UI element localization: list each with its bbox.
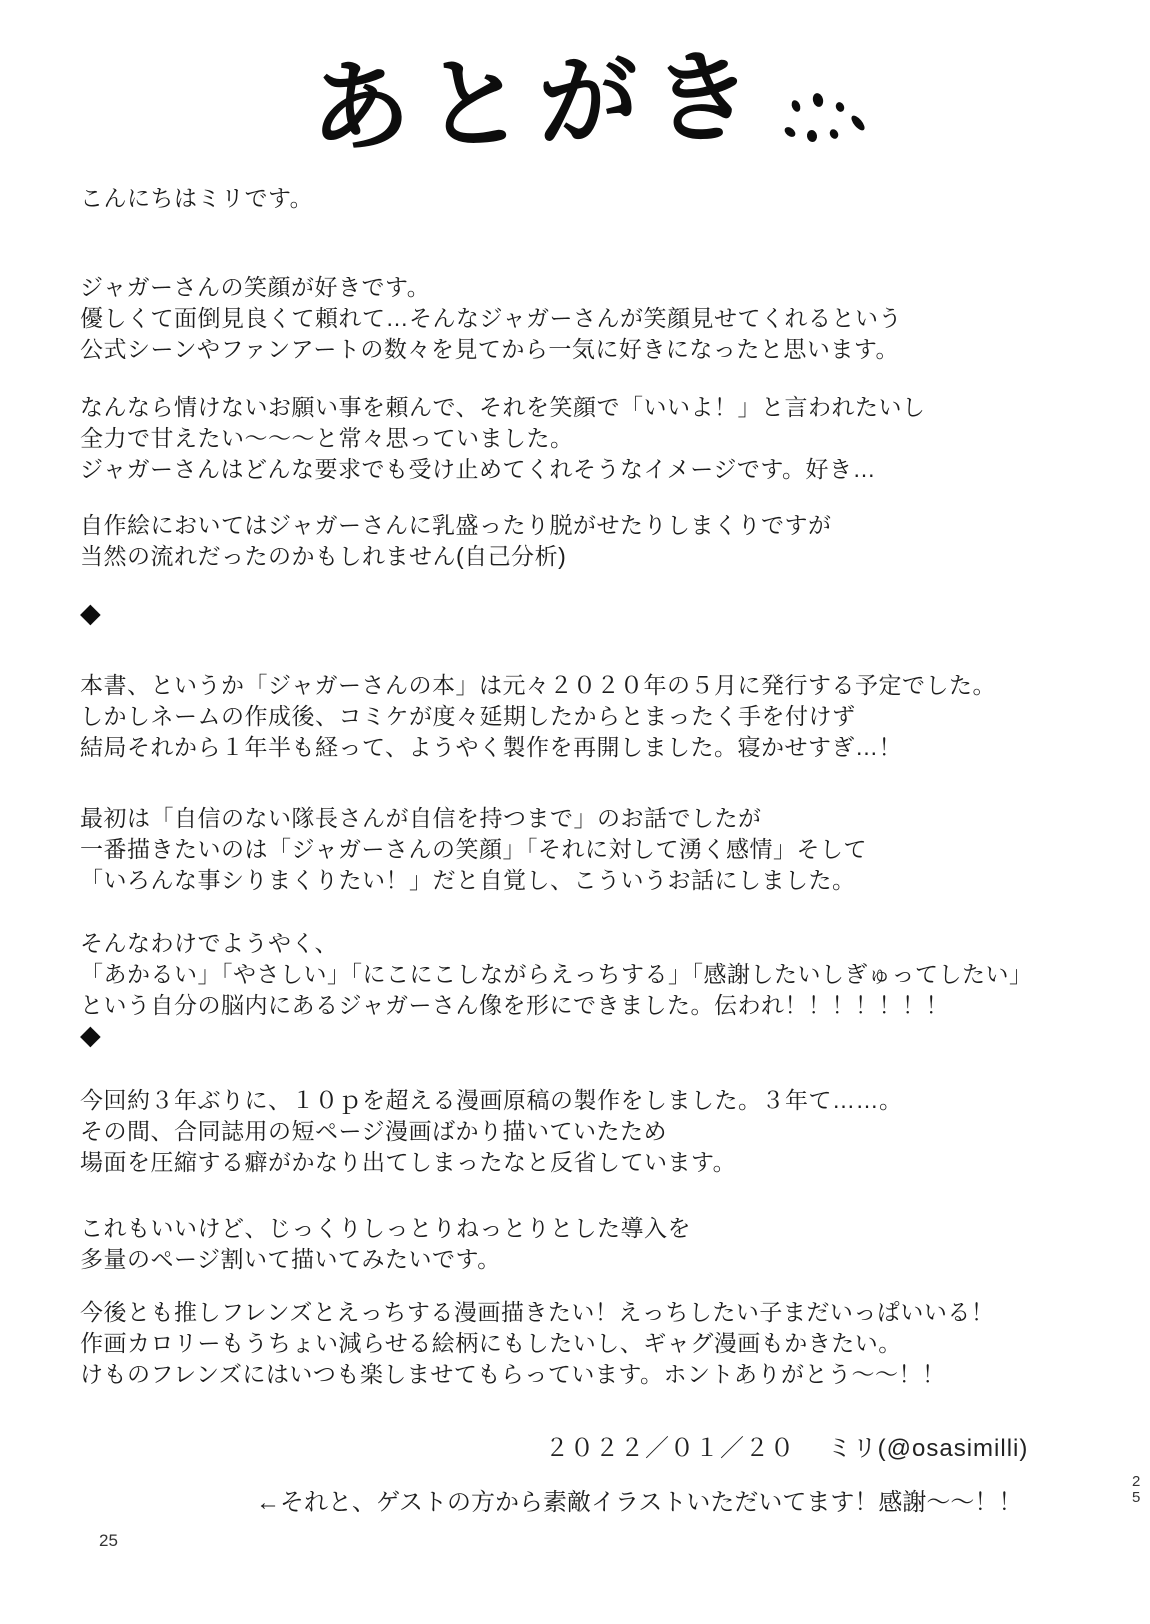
diamond-icon: ◆ (80, 598, 101, 628)
side-page-number (1132, 1474, 1140, 1506)
paragraph-book-history (80, 670, 1110, 763)
text-line: 公式シーンやファンアートの数々を見てから一気に好きになったと思います。 (80, 336, 900, 362)
text-line: 「いろんな事シりまくりたい！」だと自覚し、こういうお話にしました。 (80, 867, 856, 893)
paragraph-wish (80, 392, 1110, 485)
section-divider (80, 598, 101, 628)
diamond-icon: ◆ (80, 1020, 101, 1050)
text-line: 当然の流れだったのかもしれません(自己分析) (80, 543, 567, 569)
ink-dots-icon (782, 92, 874, 150)
page-number: 25 (99, 1531, 118, 1550)
text-line: という自分の脳内にあるジャガーさん像を形にできました。伝われ！！！！！！！ (80, 992, 950, 1018)
paragraph-realized-image (80, 928, 1110, 1021)
text-line: こんにちはミリです。 (80, 185, 314, 211)
paragraph-story-concept (80, 803, 1110, 896)
text-line: ジャガーさんの笑顔が好きです。 (80, 274, 431, 300)
paragraph-future-thanks (80, 1297, 1110, 1390)
text-line: なんなら情けないお願い事を頼んで、それを笑顔で「いいよ！」と言われたいし (80, 394, 926, 420)
text-line: その間、合同誌用の短ページ漫画ばかり描いていたため (80, 1118, 668, 1144)
text-line: 最初は「自信のない隊長さんが自信を持つまで」のお話でしたが (80, 805, 762, 831)
paragraph-pacing-wish (80, 1213, 1110, 1275)
text-line: そんなわけでようやく、 (80, 930, 339, 956)
text-line: 自作絵においてはジャガーさんに乳盛ったり脱がせたりしまくりですが (80, 512, 832, 538)
text-line: 優しくて面倒見良くて頼れて…そんなジャガーさんが笑顔見せてくれるという (80, 305, 903, 331)
signature-line: ２０２２／０１／２０ ミリ(@osasimilli) (545, 1435, 1029, 1462)
section-divider (80, 1020, 101, 1050)
text-line: 本書、というか「ジャガーさんの本」は元々２０２０年の５月に発行する予定でした。 (80, 672, 997, 698)
paragraph-smile (80, 272, 1110, 365)
page-title: あとがき (308, 41, 768, 165)
side-page-digit: 5 (1132, 1489, 1141, 1506)
text-line: 多量のページ割いて描いてみたいです。 (80, 1246, 501, 1272)
text-line: 全力で甘えたい～～～と常々思っていました。 (80, 425, 574, 451)
text-line: ジャガーさんはどんな要求でも受け止めてくれそうなイメージです。好き… (80, 456, 877, 482)
text-line: 今回約３年ぶりに、１０ｐを超える漫画原稿の製作をしました。３年て……。 (80, 1087, 903, 1113)
text-line: 結局それから１年半も経って、ようやく製作を再開しました。寝かせすぎ…！ (80, 734, 903, 760)
text-line: これもいいけど、じっくりしっとりねっとりとした導入を (80, 1215, 691, 1241)
text-line: 場面を圧縮する癖がかなり出てしまったなと反省しています。 (80, 1149, 737, 1175)
text-line: けものフレンズにはいつも楽しませてもらっています。ホントありがとう～～！！ (80, 1361, 946, 1387)
text-line: 一番描きたいのは「ジャガーさんの笑顔」「それに対して湧く感情」そして (80, 836, 868, 862)
text-line: 今後とも推しフレンズとえっちする漫画描きたい！えっちしたい子まだいっぱいいる！ (80, 1299, 995, 1325)
paragraph-self-analysis (80, 510, 1110, 572)
text-line: 「あかるい」「やさしい」「にこにこしながらえっちする」「感謝したいしぎゅってしたい」 (80, 961, 1033, 987)
paragraph-greeting (80, 183, 1110, 214)
text-line: しかしネームの作成後、コミケが度々延期したからとまったく手を付けず (80, 703, 856, 729)
side-page-digit: 2 (1132, 1473, 1141, 1490)
text-line: 作画カロリーもうちょい減らせる絵柄にもしたいし、ギャグ漫画もかきたい。 (80, 1330, 902, 1356)
paragraph-production-reflection (80, 1085, 1110, 1178)
guest-note: ←それと、ゲストの方から素敵イラストいただいてます！感謝～～！！ (256, 1489, 1023, 1516)
